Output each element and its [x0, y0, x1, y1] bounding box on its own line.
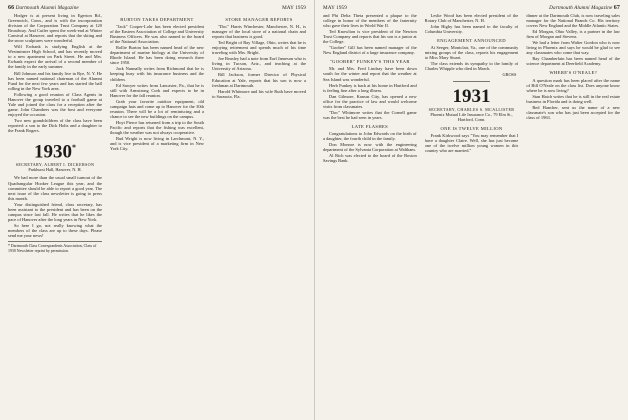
author-signature: GROSS	[502, 72, 517, 78]
magazine-title: Dartmouth Alumni Magazine	[549, 5, 613, 11]
section-heading: LATE FLASHES	[351, 123, 389, 129]
paragraph: Congratulations to John Edwards on the birth of a daughter, the fourth child in the family.	[323, 130, 417, 141]
class-year-heading	[8, 138, 102, 162]
paragraph: Ted Bright of Bay Village, Ohio, writes that he is enjoying retirement and spends much of his time traveling with Mrs. Bright.	[212, 40, 306, 56]
paragraph: Mr. and Mrs. Fred Lindsay have been down south for the winter and report that the weather at Sea Island was wonderful.	[323, 66, 417, 82]
paragraph: Ray Chamberlain has been named head of the science department at Deerfield Academy.	[526, 56, 621, 67]
paragraph: Stan Hatch writes that he is still in the real estate business in Florida and is doing well.	[526, 93, 621, 104]
section-heading: WHERE'S O'NEALE?	[549, 70, 598, 76]
paragraph: Red Hancher, sent us the name of a new classmate's son who has just been accepted for the class of 1963.	[526, 104, 621, 120]
paragraph: Ed Morgan, Ohio Valley, is a partner in the law firm of Morgan and Stevens.	[526, 29, 621, 40]
column	[323, 13, 417, 417]
paragraph: Two new grandchildren of the class have been reported: a son to the Dick Holts and a daughter to the Frank Rogers.	[8, 117, 102, 134]
section-heading: ENGAGEMENT ANNOUNCED	[437, 38, 506, 44]
paragraph: We had a letter from Walter Gordon who is now living in Phoenix and says he would be glad to see any classmates who come that way.	[526, 40, 621, 56]
class-year-text: 1930	[34, 141, 72, 163]
paragraph: Al Rich was elected to the board of the Boston Savings Bank.	[323, 153, 417, 164]
column	[212, 13, 306, 417]
paragraph: Hodger is at present living in Egerton Rd., Greenwich, Conn., and is with the incorporation division of the Corporation Trust Company at 120 Broadway. And Cutler spent the week-end at Winter Carnival at Hanover, and reports that the skiing and the snow sculptures were wonderful.	[8, 13, 102, 44]
class-year-heading: 1931	[452, 85, 491, 107]
paragraph: Leslie Wood has been elected president of the Rotary Club of Manchester, N. H.	[424, 13, 519, 24]
paragraph: Harold Whitmore and his wife Ruth have moved to Sarasota, Fla.	[212, 88, 306, 99]
issue-date: MAY 1959	[282, 5, 306, 11]
paragraph: Wilf Ewbank is studying English at the Westminster High School, and has recently moved to a new apartment on Park Street. He and Mrs. Ewbank expect the arrival of a second member of the family in the early summer.	[8, 44, 102, 70]
paragraph: Grab your favorite outdoor equipment, old campaign hats and come up to Hanover for the 30th reunion. There will be a lot of reminiscing and a chance to see the new buildings on the campus.	[110, 98, 204, 119]
paragraph: John Higby has been named to the faculty of Columbia University.	[424, 24, 519, 35]
paragraph: "Goober" Gill has been named manager of the New England district of a large insurance company.	[323, 45, 417, 56]
class-address: Parkhurst Hall, Hanover, N. H.	[28, 167, 82, 173]
paragraph: Your distinguished friend, class secretary, has been assistant to the president and has been on the campus since last fall. He writes that he likes the pace of Hanover after the long years in New York.	[8, 201, 102, 222]
paragraph: "Doc" Whitmore writes that the Cornell game was the best he had seen in years.	[323, 109, 417, 120]
class-secretary: SECRETARY, ALBERT I. DICKERSON	[15, 162, 95, 168]
paragraph: "Jack" Cooper-Lohr has been elected president of the Eastern Association of College and University Business Officers. He was also named to the board of the National Association.	[110, 24, 204, 45]
paragraph: Joe Beasley had a note from Earl Jameson who is living in Tucson, Ariz., and teaching at the University of Arizona.	[212, 56, 306, 72]
paragraph: A question mark has been placed after the name of Bill O'Neale on the class list. Does anyone know where he is now living?	[526, 77, 621, 93]
paragraph: Frank Kirkwood says "You may remember that I have a daughter Claire. Well, she has just become one of the twelve million young women in this country who are married."	[424, 132, 519, 153]
column	[526, 13, 620, 417]
paragraph: We had more than the usual small turnout of the Quadrangular Hooker League this year, and the committee should be able to report a good year. The next issue of the class newsletter is going to press this month.	[8, 175, 102, 201]
section-heading: ONE IS TWELVE MILLION	[440, 125, 503, 131]
paragraph: dinner at the Dartmouth Club, is now traveling sales manager for the National Brands Co. His territory covers New England and the Middle Atlantic States.	[526, 13, 621, 29]
paragraph: The class extends its sympathy to the family of Charles Whipple who died in March.	[424, 61, 519, 72]
column	[8, 13, 102, 417]
class-secretary: SECRETARY, CHARLES S. MCALLISTER	[428, 106, 515, 112]
section-heading: STORE MANAGER REPORTS	[225, 17, 293, 22]
paragraph: Hoyt Pierce has returned from a trip to the South Pacific and reports that the fishing was excellent, though the weather was not always cooperative.	[110, 119, 204, 135]
footnote: * Dartmouth Class Correspondents Association, Class of 1930 Newsletter reprint by permission.	[8, 241, 102, 253]
running-head-left	[8, 5, 306, 13]
divider	[453, 81, 490, 82]
running-head-right	[323, 5, 620, 13]
paragraph: Dan Gilmore, Kansas City, has opened a new office for the practice of law and would welcome visits from classmates.	[323, 93, 417, 109]
paragraph: Don Monroe is now with the engineering department of the Sylvania Corporation at Waltham.	[323, 142, 417, 153]
column	[425, 13, 519, 417]
paragraph: "Doc" Harris Winchester, Manchester, N. H., is manager of the local store of a national chain and reports that business is good.	[212, 24, 306, 40]
class-address: Phoenix Mutual Life Insurance Co., 79 Elm St., Hartford, Conn.	[430, 111, 513, 122]
page-number: 67	[613, 5, 620, 11]
page-number: 66	[8, 5, 15, 11]
paragraph: At Seeger, Montclair, Va., one of the community mixing groups of the class, reports his engagement to Miss Mary Stuart.	[424, 45, 519, 61]
paragraph: Ted Knowlton is vice president of the Newton Trust Company and reports that his son is a junior at the College.	[323, 29, 417, 45]
paragraph: Herb Funkey is back at his home in Hartford and is feeling fine after a long illness.	[323, 82, 417, 93]
paragraph: Ed Sawyer writes from Lancaster, Pa., that he is still with Armstrong Cork and expects to be in Hanover for the fall reunion.	[110, 82, 204, 98]
paragraph: Bill Jackson, former Director of Physical Education at Yale, reports that his son is now a freshman at Dartmouth.	[212, 72, 306, 88]
paragraph: Bill Johnson and his family live in Rye, N. Y. He has been named national chairman of the Alumni Fund for the next few years and has started the ball rolling in the New York area.	[8, 70, 102, 91]
paragraph: Following a good reunion of Class Agents in Hanover the group traveled to a football game at Yale and joined the class for a reception after the game. John Chambers was the host and everyone enjoyed the occasion.	[8, 91, 102, 117]
section-heading: BURTON TAKES DEPARTMENT	[120, 17, 194, 22]
paragraph: and Phi Delta Theta presented a plaque to the college in honor of the members of the fraternity who gave their lives in World War II.	[323, 13, 417, 29]
column	[110, 13, 204, 417]
section-heading: "GOOBER" FUNKEY'S THIS YEAR	[329, 59, 410, 65]
magazine-title: Dartmouth Alumni Magazine	[15, 5, 79, 11]
issue-date: MAY 1959	[323, 5, 347, 11]
paragraph: Jack Nunnally writes from Richmond that he is keeping busy with his insurance business and the children.	[110, 66, 204, 82]
paragraph: Rollie Burton has been named head of the new department of marine biology at the University of Rhode Island. He has been doing research there since 1950.	[110, 45, 204, 66]
paragraph: So here I go, not really knowing what the members of the class are up to these days. Please send me your news!	[8, 222, 102, 238]
right-page	[314, 0, 628, 420]
footnote-marker: *	[72, 143, 76, 153]
paragraph: Bud Wright is now living in Larchmont, N. Y., and is vice president of a marketing firm in New York City.	[110, 136, 204, 152]
